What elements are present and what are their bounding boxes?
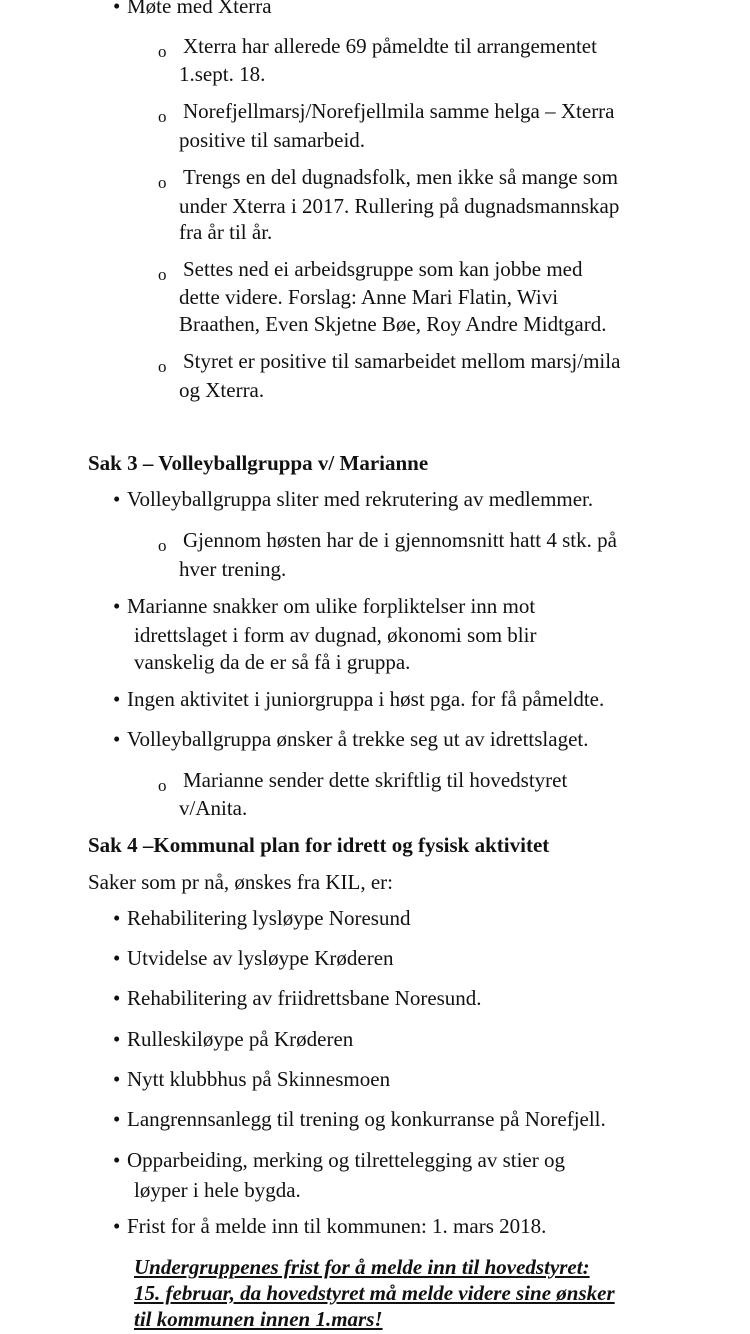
- bullet-marker: •: [113, 487, 121, 511]
- bullet-marker: •: [113, 1027, 121, 1051]
- sub-list-item: Norefjellmarsj/Norefjellmila samme helga – Xterra: [183, 99, 615, 123]
- list-item: Volleyballgruppa sliter med rekrutering av medlemmer.: [127, 487, 594, 511]
- deadline-note: til kommunen innen 1.mars!: [134, 1307, 383, 1331]
- bullet-marker: •: [113, 946, 121, 970]
- bullet-marker: •: [113, 594, 121, 618]
- sub-list-item: Styret er positive til samarbeidet mellom marsj/mila: [183, 349, 621, 373]
- sub-list-item: hver trening.: [179, 557, 287, 581]
- section-intro: Saker som pr nå, ønskes fra KIL, er:: [88, 870, 393, 894]
- list-item: Rulleskiløype på Krøderen: [127, 1027, 354, 1051]
- list-item: Volleyballgruppa ønsker å trekke seg ut av idrettslaget.: [127, 727, 589, 751]
- sub-bullet-marker: o: [158, 107, 167, 126]
- bullet-marker: •: [113, 0, 121, 18]
- section-heading: Sak 4 –Kommunal plan for idrett og fysisk aktivitet: [88, 833, 550, 857]
- sub-bullet-marker: o: [158, 776, 167, 795]
- sub-list-item: Gjennom høsten har de i gjennomsnitt hatt 4 stk. på: [183, 528, 617, 552]
- sub-bullet-marker: o: [158, 536, 167, 555]
- list-item: Møte med Xterra: [127, 0, 272, 18]
- list-item: Nytt klubbhus på Skinnesmoen: [127, 1067, 391, 1091]
- section-heading: Sak 3 – Volleyballgruppa v/ Marianne: [88, 451, 429, 475]
- sub-list-item: og Xterra.: [179, 378, 265, 402]
- sub-list-item: Settes ned ei arbeidsgruppe som kan jobbe med: [183, 257, 583, 281]
- sub-list-item: fra år til år.: [179, 220, 273, 244]
- sub-list-item: 1.sept. 18.: [179, 62, 266, 86]
- deadline-note: Undergruppenes frist for å melde inn til hovedstyret:: [134, 1255, 590, 1279]
- sub-bullet-marker: o: [158, 42, 167, 61]
- bullet-marker: •: [113, 687, 121, 711]
- list-item: Opparbeiding, merking og tilrettelegging av stier og: [127, 1148, 565, 1172]
- sub-bullet-marker: o: [158, 173, 167, 192]
- bullet-marker: •: [113, 906, 121, 930]
- sub-bullet-marker: o: [158, 265, 167, 284]
- list-item: idrettslaget i form av dugnad, økonomi som blir: [134, 623, 537, 647]
- list-item: Langrennsanlegg til trening og konkurranse på Norefjell.: [127, 1107, 606, 1131]
- bullet-marker: •: [113, 727, 121, 751]
- deadline-note: 15. februar, da hovedstyret må melde videre sine ønsker: [134, 1281, 615, 1305]
- sub-list-item: under Xterra i 2017. Rullering på dugnadsmannskap: [179, 194, 620, 218]
- sub-list-item: Xterra har allerede 69 påmeldte til arrangementet: [183, 34, 597, 58]
- sub-list-item: Marianne sender dette skriftlig til hovedstyret: [183, 768, 568, 792]
- bullet-marker: •: [113, 1067, 121, 1091]
- sub-list-item: dette videre. Forslag: Anne Mari Flatin, Wivi: [179, 285, 559, 309]
- bullet-marker: •: [113, 1148, 121, 1172]
- sub-list-item: Trengs en del dugnadsfolk, men ikke så mange som: [183, 165, 618, 189]
- list-item: løyper i hele bygda.: [134, 1178, 301, 1202]
- list-item: Utvidelse av lysløype Krøderen: [127, 946, 394, 970]
- list-item: Frist for å melde inn til kommunen: 1. mars 2018.: [127, 1214, 547, 1238]
- bullet-marker: •: [113, 1214, 121, 1238]
- list-item: Ingen aktivitet i juniorgruppa i høst pga. for få påmeldte.: [127, 687, 605, 711]
- list-item: Rehabilitering lysløype Noresund: [127, 906, 411, 930]
- sub-list-item: Braathen, Even Skjetne Bøe, Roy Andre Midtgard.: [179, 312, 607, 336]
- sub-list-item: v/Anita.: [179, 796, 248, 820]
- list-item: vanskelig da de er så få i gruppa.: [134, 650, 411, 674]
- sub-bullet-marker: o: [158, 357, 167, 376]
- list-item: Marianne snakker om ulike forpliktelser inn mot: [127, 594, 536, 618]
- bullet-marker: •: [113, 1107, 121, 1131]
- sub-list-item: positive til samarbeid.: [179, 128, 366, 152]
- list-item: Rehabilitering av friidrettsbane Noresund.: [127, 986, 482, 1010]
- bullet-marker: •: [113, 986, 121, 1010]
